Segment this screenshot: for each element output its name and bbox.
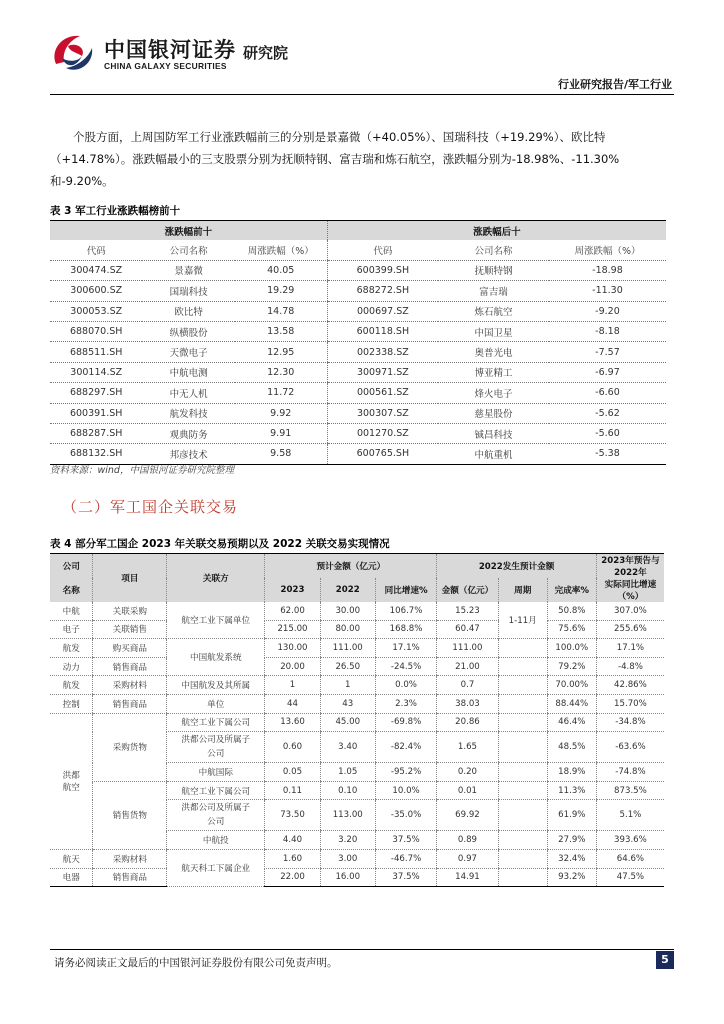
h-completion: 完成率% xyxy=(547,578,596,602)
item: 采购材料 xyxy=(93,849,167,868)
cell: 景嘉微 xyxy=(142,260,234,280)
cell: 烽火电子 xyxy=(438,383,549,403)
cell: 688132.SH xyxy=(50,444,142,464)
period: 1-11月 xyxy=(498,602,547,639)
cell: 13.58 xyxy=(235,321,327,341)
cell: 0.0% xyxy=(375,676,436,695)
h-year: 2022 xyxy=(320,578,375,602)
cell: 14.78 xyxy=(235,301,327,321)
period xyxy=(498,657,547,676)
cell: 27.9% xyxy=(547,831,596,850)
company-name: 电器 xyxy=(50,868,93,887)
company-name: 洪都 xyxy=(62,771,80,782)
cell: 873.5% xyxy=(596,781,664,800)
cell: -4.8% xyxy=(596,657,664,676)
cell: -11.30 xyxy=(549,281,666,301)
period xyxy=(498,713,547,732)
cell: 1.60 xyxy=(265,849,320,868)
cell: 688272.SH xyxy=(327,281,438,301)
cell: 3.20 xyxy=(320,831,375,850)
item: 销售商品 xyxy=(93,657,167,676)
cell: 40.05 xyxy=(235,260,327,280)
cell: 48.5% xyxy=(547,732,596,763)
table-row xyxy=(50,639,664,658)
cell: 铖昌科技 xyxy=(438,423,549,443)
cell: 307.0% xyxy=(596,602,664,620)
item: 销售货物 xyxy=(93,781,167,849)
cell: 19.29 xyxy=(235,281,327,301)
cell: 1.05 xyxy=(320,763,375,782)
cell: 300307.SZ xyxy=(327,403,438,423)
h-company: 名称 xyxy=(50,578,93,602)
cell: 奥普光电 xyxy=(438,342,549,362)
h-company: 公司 xyxy=(50,554,93,579)
cell: 1 xyxy=(265,676,320,695)
cell: 37.5% xyxy=(375,831,436,850)
table3-caption: 表 3 军工行业涨跌幅榜前十 xyxy=(50,205,181,217)
cell: 15.70% xyxy=(596,694,664,713)
cell: 45.00 xyxy=(320,713,375,732)
cell: -8.18 xyxy=(549,321,666,341)
footer-disclaimer: 请务必阅读正文最后的中国银河证券股份有限公司免责声明。 xyxy=(54,957,338,969)
cell: 600399.SH xyxy=(327,260,438,280)
brand-name-cn: 中国银河证券 xyxy=(104,38,236,62)
period xyxy=(498,732,547,763)
table3-group-header xyxy=(50,221,666,241)
cell: 12.30 xyxy=(235,362,327,382)
cell: 300971.SZ xyxy=(327,362,438,382)
cell: 富吉瑞 xyxy=(438,281,549,301)
company-name: 动力 xyxy=(50,657,93,676)
table4-header-row-1 xyxy=(50,554,664,579)
section-title: （二）军工国企关联交易 xyxy=(62,498,239,516)
table-row xyxy=(50,281,666,301)
cell: 博亚精工 xyxy=(438,362,549,382)
table3-source: 资料来源：wind，中国银河证券研究院整理 xyxy=(50,465,234,476)
cell: 70.00% xyxy=(547,676,596,695)
table-row xyxy=(50,342,666,362)
cell: 14.91 xyxy=(437,868,498,887)
cell: 5.1% xyxy=(596,800,664,831)
cell: 1 xyxy=(320,676,375,695)
cell: -34.8% xyxy=(596,713,664,732)
party: 中国航发系统 xyxy=(167,639,265,676)
table-row xyxy=(50,260,666,280)
cell: -6.97 xyxy=(549,362,666,382)
cell: -6.60 xyxy=(549,383,666,403)
cell: 255.6% xyxy=(596,620,664,639)
item: 购买商品 xyxy=(93,639,167,658)
header-divider xyxy=(50,94,674,95)
cell: 600118.SH xyxy=(327,321,438,341)
cell: 炼石航空 xyxy=(438,301,549,321)
cell: 0.60 xyxy=(265,732,320,763)
body-paragraph xyxy=(50,126,674,192)
cell: 79.2% xyxy=(547,657,596,676)
table-row xyxy=(50,713,664,732)
cell: 3.40 xyxy=(320,732,375,763)
h-amount: 金额（亿元） xyxy=(437,578,498,602)
cell: 20.86 xyxy=(437,713,498,732)
col-header: 周涨跌幅（%） xyxy=(549,240,666,260)
cell: 75.6% xyxy=(547,620,596,639)
cell: 111.00 xyxy=(320,639,375,658)
cell: 44 xyxy=(265,694,320,713)
brand-institute: 研究院 xyxy=(243,44,289,62)
party: 中航投 xyxy=(167,831,265,850)
cell: -63.6% xyxy=(596,732,664,763)
party xyxy=(167,800,265,831)
period xyxy=(498,800,547,831)
party: 航天科工下属企业 xyxy=(167,849,265,886)
cell: 002338.SZ xyxy=(327,342,438,362)
cell: 中国卫星 xyxy=(438,321,549,341)
table3-column-header xyxy=(50,240,666,260)
period xyxy=(498,781,547,800)
h-actual-yoy: 实际同比增速（%） xyxy=(596,578,664,602)
cell: 106.7% xyxy=(375,602,436,620)
company-name: 中航 xyxy=(50,602,93,620)
col-header: 代码 xyxy=(327,240,438,260)
company-name: 航发 xyxy=(50,676,93,695)
cell: 4.40 xyxy=(265,831,320,850)
cell: 中航电测 xyxy=(142,362,234,382)
period xyxy=(498,694,547,713)
cell: 10.0% xyxy=(375,781,436,800)
party-line: 公司 xyxy=(207,749,225,760)
cell: 9.91 xyxy=(235,423,327,443)
cell: 13.60 xyxy=(265,713,320,732)
cell: -5.62 xyxy=(549,403,666,423)
cell: 2.3% xyxy=(375,694,436,713)
cell: 393.6% xyxy=(596,831,664,850)
cell: 17.1% xyxy=(375,639,436,658)
table-row xyxy=(50,657,664,676)
period xyxy=(498,639,547,658)
company-name: 航空 xyxy=(50,781,93,849)
cell: 46.4% xyxy=(547,713,596,732)
cell: -46.7% xyxy=(375,849,436,868)
table-row xyxy=(50,620,664,639)
cell: 0.7 xyxy=(437,676,498,695)
table-row xyxy=(50,781,664,800)
cell: 47.5% xyxy=(596,868,664,887)
col-header: 公司名称 xyxy=(438,240,549,260)
cell: 300474.SZ xyxy=(50,260,142,280)
cell: 航发科技 xyxy=(142,403,234,423)
cell: 0.05 xyxy=(265,763,320,782)
cell: 215.00 xyxy=(265,620,320,639)
item: 销售商品 xyxy=(93,868,167,887)
paragraph-text: 个股方面，上周国防军工行业涨跌幅前三的分别是景嘉微（+40.05%）、国瑞科技（+19.29%）、欧比特（+14.78%）。涨跌幅最小的三支股票分别为抚顺特钢、富吉瑞和炼石航空，涨跌幅分别为-18.98%、-11.30%和-9.20%。 xyxy=(50,130,620,188)
cell: -82.4% xyxy=(375,732,436,763)
period xyxy=(498,763,547,782)
cell: 9.58 xyxy=(235,444,327,464)
cell: -74.8% xyxy=(596,763,664,782)
footer-divider xyxy=(50,949,674,950)
cell: 欧比特 xyxy=(142,301,234,321)
cell: 93.2% xyxy=(547,868,596,887)
item: 关联销售 xyxy=(93,620,167,639)
cell: 688297.SH xyxy=(50,383,142,403)
company-name: 控制 xyxy=(50,694,93,713)
report-category: 行业研究报告/军工行业 xyxy=(557,78,672,91)
col-header: 周涨跌幅（%） xyxy=(235,240,327,260)
company-name: 电子 xyxy=(50,620,93,639)
party xyxy=(167,732,265,763)
cell: 600391.SH xyxy=(50,403,142,423)
cell: 38.03 xyxy=(437,694,498,713)
party: 中航国际 xyxy=(167,763,265,782)
cell: 37.5% xyxy=(375,868,436,887)
cell: 88.44% xyxy=(547,694,596,713)
party-line: 洪都公司及所属子 xyxy=(181,735,251,746)
company-name: 航天 xyxy=(50,849,93,868)
h-yoy: 同比增速% xyxy=(375,578,436,602)
col-header: 公司名称 xyxy=(142,240,234,260)
cell: -5.60 xyxy=(549,423,666,443)
cell: -35.0% xyxy=(375,800,436,831)
cell: 11.72 xyxy=(235,383,327,403)
item: 销售商品 xyxy=(93,694,167,713)
party: 单位 xyxy=(167,694,265,713)
table-row xyxy=(50,423,666,443)
cell: 16.00 xyxy=(320,868,375,887)
period xyxy=(498,831,547,850)
cell: 000561.SZ xyxy=(327,383,438,403)
table3 xyxy=(50,220,666,465)
cell: 32.4% xyxy=(547,849,596,868)
h-item: 项目 xyxy=(93,554,167,603)
table-row xyxy=(50,321,666,341)
h-2023vs: 2023年预告与2022年 xyxy=(596,554,664,579)
cell: 12.95 xyxy=(235,342,327,362)
cell: 观典防务 xyxy=(142,423,234,443)
table4 xyxy=(50,553,664,887)
cell: 慈星股份 xyxy=(438,403,549,423)
cell: 15.23 xyxy=(437,602,498,620)
cell: 中航重机 xyxy=(438,444,549,464)
h-year: 2023 xyxy=(265,578,320,602)
cell: 69.92 xyxy=(437,800,498,831)
period xyxy=(498,868,547,887)
cell: 64.6% xyxy=(596,849,664,868)
cell: 300600.SZ xyxy=(50,281,142,301)
cell: 113.00 xyxy=(320,800,375,831)
cell: 20.00 xyxy=(265,657,320,676)
party-line: 公司 xyxy=(207,817,225,828)
cell: 0.11 xyxy=(265,781,320,800)
h-party: 关联方 xyxy=(167,554,265,603)
cell: 42.86% xyxy=(596,676,664,695)
cell: -69.8% xyxy=(375,713,436,732)
cell: 111.00 xyxy=(437,639,498,658)
cell: 50.8% xyxy=(547,602,596,620)
cell: 30.00 xyxy=(320,602,375,620)
cell: 600765.SH xyxy=(327,444,438,464)
period xyxy=(498,676,547,695)
cell: 中无人机 xyxy=(142,383,234,403)
cell: 43 xyxy=(320,694,375,713)
company-name: 航发 xyxy=(50,639,93,658)
cell: 26.50 xyxy=(320,657,375,676)
h-2022-occur: 2022发生预计金额 xyxy=(437,554,597,579)
cell: -9.20 xyxy=(549,301,666,321)
group-left: 涨跌幅前十 xyxy=(50,221,327,241)
cell: 688070.SH xyxy=(50,321,142,341)
table-row xyxy=(50,694,664,713)
cell: 0.10 xyxy=(320,781,375,800)
period xyxy=(498,849,547,868)
cell: 73.50 xyxy=(265,800,320,831)
cell: 0.01 xyxy=(437,781,498,800)
cell: 80.00 xyxy=(320,620,375,639)
h-budget: 预计金额（亿元） xyxy=(265,554,437,579)
cell: 000697.SZ xyxy=(327,301,438,321)
item: 关联采购 xyxy=(93,602,167,620)
party: 航空工业下属单位 xyxy=(167,602,265,639)
brand-name-en: CHINA GALAXY SECURITIES xyxy=(104,61,227,71)
party: 航空工业下属公司 xyxy=(167,781,265,800)
cell: 纵横股份 xyxy=(142,321,234,341)
cell: -18.98 xyxy=(549,260,666,280)
item: 采购材料 xyxy=(93,676,167,695)
cell: 60.47 xyxy=(437,620,498,639)
cell: 21.00 xyxy=(437,657,498,676)
cell: 22.00 xyxy=(265,868,320,887)
cell: 300114.SZ xyxy=(50,362,142,382)
cell: 0.97 xyxy=(437,849,498,868)
cell: 1.65 xyxy=(437,732,498,763)
cell: 天微电子 xyxy=(142,342,234,362)
table-row xyxy=(50,301,666,321)
cell: 0.89 xyxy=(437,831,498,850)
cell: 国瑞科技 xyxy=(142,281,234,301)
cell: 18.9% xyxy=(547,763,596,782)
cell: -5.38 xyxy=(549,444,666,464)
table-row xyxy=(50,849,664,868)
party-line: 洪都公司及所属子 xyxy=(181,803,251,814)
table-row xyxy=(50,676,664,695)
cell: 001270.SZ xyxy=(327,423,438,443)
page-number: 5 xyxy=(656,951,674,969)
item: 采购货物 xyxy=(93,713,167,781)
cell: 邦彦技术 xyxy=(142,444,234,464)
cell: 688287.SH xyxy=(50,423,142,443)
cell: 130.00 xyxy=(265,639,320,658)
cell: -24.5% xyxy=(375,657,436,676)
table-row xyxy=(50,383,666,403)
cell: 688511.SH xyxy=(50,342,142,362)
h-period: 周期 xyxy=(498,578,547,602)
cell: 9.92 xyxy=(235,403,327,423)
cell: -7.57 xyxy=(549,342,666,362)
galaxy-logo-icon xyxy=(48,28,98,78)
table4-caption: 表 4 部分军工国企 2023 年关联交易预期以及 2022 关联交易实现情况 xyxy=(50,538,390,550)
cell: 0.20 xyxy=(437,763,498,782)
cell: -95.2% xyxy=(375,763,436,782)
cell: 168.8% xyxy=(375,620,436,639)
cell: 抚顺特钢 xyxy=(438,260,549,280)
table-row xyxy=(50,602,664,620)
party: 中国航发及其所属 xyxy=(167,676,265,695)
cell: 300053.SZ xyxy=(50,301,142,321)
cell: 100.0% xyxy=(547,639,596,658)
col-header: 代码 xyxy=(50,240,142,260)
cell: 11.3% xyxy=(547,781,596,800)
cell: 61.9% xyxy=(547,800,596,831)
table-row xyxy=(50,362,666,382)
table-row xyxy=(50,403,666,423)
cell: 62.00 xyxy=(265,602,320,620)
group-right: 涨跌幅后十 xyxy=(327,221,666,241)
cell: 3.00 xyxy=(320,849,375,868)
party: 航空工业下属公司 xyxy=(167,713,265,732)
table-row xyxy=(50,868,664,887)
cell: 17.1% xyxy=(596,639,664,658)
